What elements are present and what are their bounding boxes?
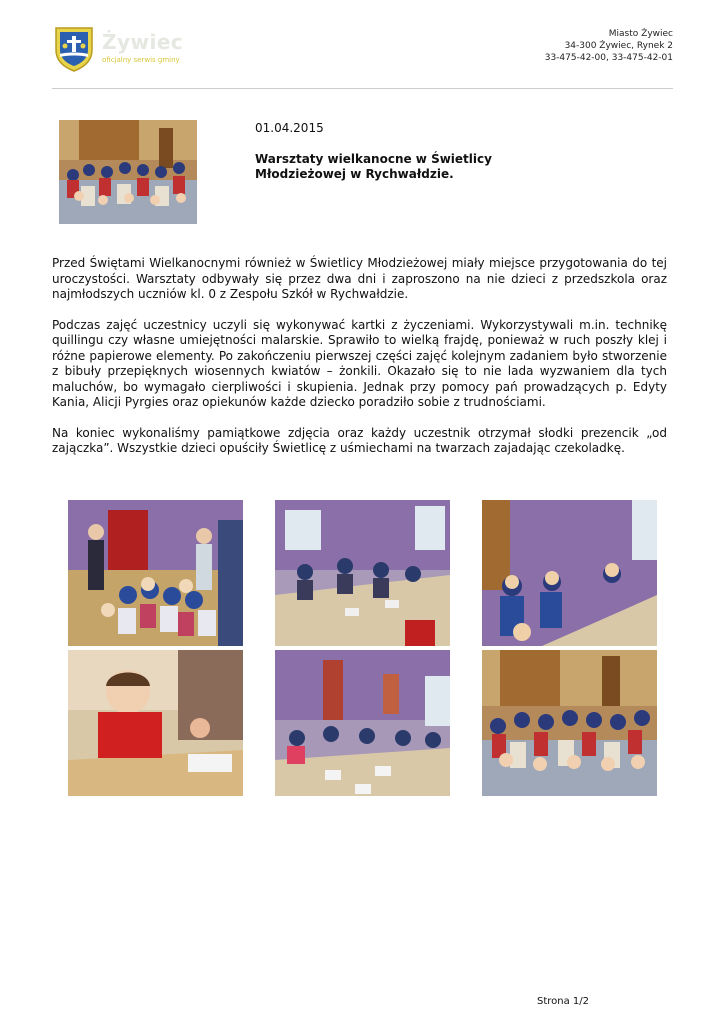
- contact-phones: 33-475-42-00, 33-475-42-01: [544, 53, 673, 63]
- article-title-line: Młodzieżowej w Rychwałdzie.: [255, 167, 454, 181]
- gallery-photo[interactable]: [68, 500, 243, 646]
- main-photo: [59, 120, 197, 224]
- site-logo[interactable]: [52, 24, 202, 74]
- logo-tagline: oficjalny serwis gminy: [102, 56, 180, 64]
- logo-wordmark: Żywiec: [102, 30, 184, 54]
- coat-of-arms-icon: [52, 24, 96, 72]
- contact-address: 34-300 Żywiec, Rynek 2: [564, 41, 673, 51]
- article-paragraph: Przed Świętami Wielkanocnymi również w Świetlicy Młodzieżowej miały miejsce przygotowania do tej uroczystości. Warsztaty odbywały się przez dwa dni i zaproszono na nie dzieci z przedszkola oraz najmłodszych uczniów kl. 0 z Zespołu Szkół w Rychwałdzie.: [52, 256, 667, 301]
- article-paragraph: Na koniec wykonaliśmy pamiątkowe zdjęcia oraz każdy uczestnik otrzymał słodki prezencik „od zajączka”. Wszystkie dzieci opuściły Świetlicę z uśmiechami na twarzach zajadając czekoladkę.: [52, 425, 667, 455]
- article-title: [255, 152, 555, 182]
- contact-city: Miasto Żywiec: [608, 29, 673, 39]
- article-body: [52, 256, 667, 472]
- page-header: [0, 0, 725, 92]
- gallery-photo[interactable]: [275, 500, 450, 646]
- article-paragraph: Podczas zajęć uczestnicy uczyli się wykonywać kartki z życzeniami. Wykorzystywali m.in. technikę quillingu czy własne umiejętności malarskie. Sprawiło to wielką frajdę, ponieważ w ruch poszły klej i różne papierowe elementy. Po zakończeniu pierwszej części zajęć kolejnym zadaniem było stworzenie z bibuły przepięknych wiosennych kwiatów – żonkili. Okazało się to nie lada wyzwaniem dla tych maluchów, bo wymagało cierpliwości i skupienia. Jednak przy pomocy pań prowadzących p. Edyty Kania, Alicji Pyrgies oraz opiekunów każde dziecko poradziło sobie z trudnościami.: [52, 317, 667, 409]
- gallery-photo[interactable]: [482, 650, 657, 796]
- contact-block: [545, 28, 673, 64]
- article-title-line: Warsztaty wielkanocne w Świetlicy: [255, 152, 492, 166]
- gallery-photo[interactable]: [68, 650, 243, 796]
- gallery-photo[interactable]: [275, 650, 450, 796]
- header-divider: [52, 88, 673, 89]
- page-number: Strona 1/2: [537, 996, 590, 1007]
- photo-gallery: [68, 500, 658, 796]
- article-date: 01.04.2015: [255, 121, 324, 135]
- gallery-photo[interactable]: [482, 500, 657, 646]
